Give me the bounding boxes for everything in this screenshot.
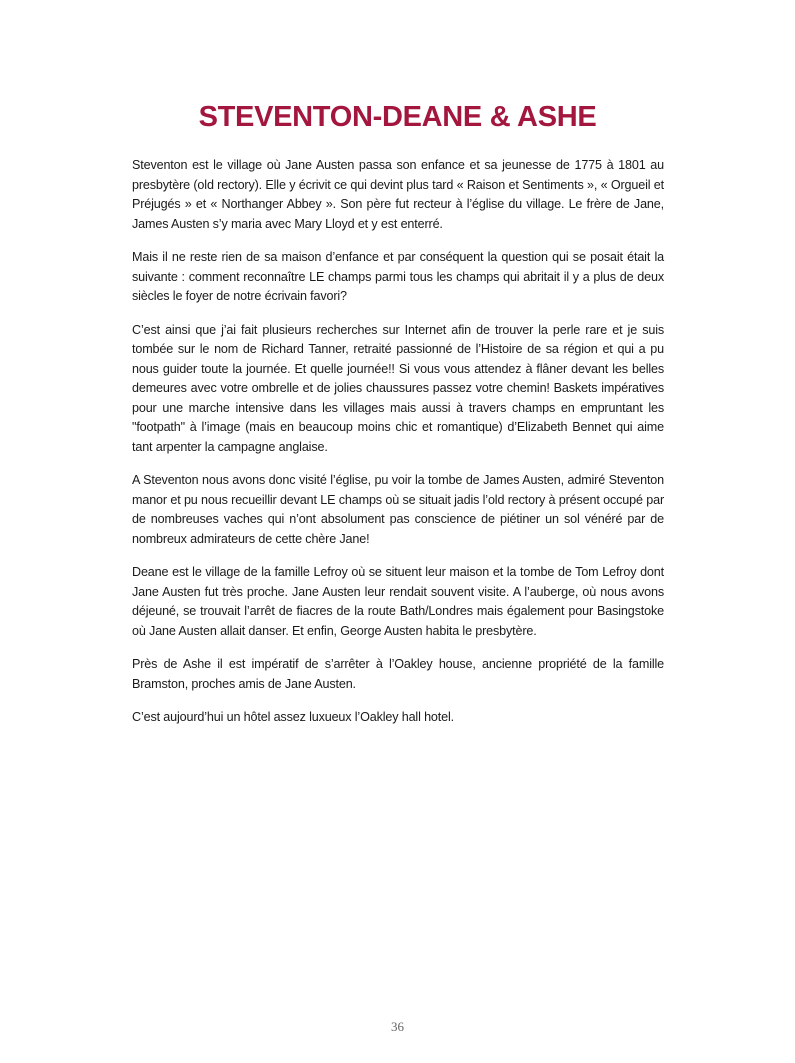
paragraph-4: A Steventon nous avons donc visité l’église, pu voir la tombe de James Austen, admiré Steventon manor et pu nous recueillir devant LE champs où se situait jadis l’old rectory à présent occupé par de nombreuses vaches qui n’ont absolument pas conscience de piétiner un sol vénéré par de nombreux admirateurs de cette chère Jane! — [132, 473, 664, 546]
paragraph-7: C’est aujourd’hui un hôtel assez luxueux l’Oakley hall hotel. — [132, 710, 454, 724]
page-number: 36 — [391, 1019, 404, 1034]
paragraph-6: Près de Ashe il est impératif de s’arrêter à l’Oakley house, ancienne propriété de la famille Bramston, proches amis de Jane Austen. — [132, 657, 664, 691]
paragraph-2: Mais il ne reste rien de sa maison d’enfance et par conséquent la question qui se posait était la suivante : comment reconnaître LE champs parmi tous les champs qui abritait il y a plus de deux siècles le foyer de notre écrivain favori? — [132, 250, 664, 303]
paragraph-5: Deane est le village de la famille Lefroy où se situent leur maison et la tombe de Tom Lefroy dont Jane Austen fut très proche. Jane Austen leur rendait souvent visite. A l’auberge, où nous avons déjeuné, se trouvait l’arrêt de fiacres de la route Bath/Londres mais également pour Basingstoke où Jane Austen allait danser. Et enfin, George Austen habita le presbytère. — [132, 565, 664, 638]
paragraph-1: Steventon est le village où Jane Austen passa son enfance et sa jeunesse de 1775 à 1801 au presbytère (old rectory). Elle y écrivit ce qui devint plus tard « Raison et Sentiments », « Orgueil et Préjugés » et « Northanger Abbey ». Son père fut recteur à l’église du village. Le frère de Jane, James Austen s’y maria avec Mary Lloyd et y est enterré. — [132, 158, 664, 231]
paragraph-3: C’est ainsi que j’ai fait plusieurs recherches sur Internet afin de trouver la perle rare et je suis tombée sur le nom de Richard Tanner, retraité passionné de l’Histoire de sa région et qui a pu nous guider toute la journée. Et quelle journée!! Si vous vous attendez à flâner devant les belles demeures avec votre ombrelle et de jolies chaussures passez votre chemin! Baskets impératives pour une marche intensive dans les villages mais aussi à travers champs en empruntant les "footpath" à l’image (mais en beaucoup moins chic et romantique) d’Elizabeth Bennet qui aime tant arpenter la campagne anglaise. — [132, 322, 664, 454]
page-title: STEVENTON-DEANE & ASHE — [198, 101, 597, 133]
article-body — [132, 156, 664, 742]
